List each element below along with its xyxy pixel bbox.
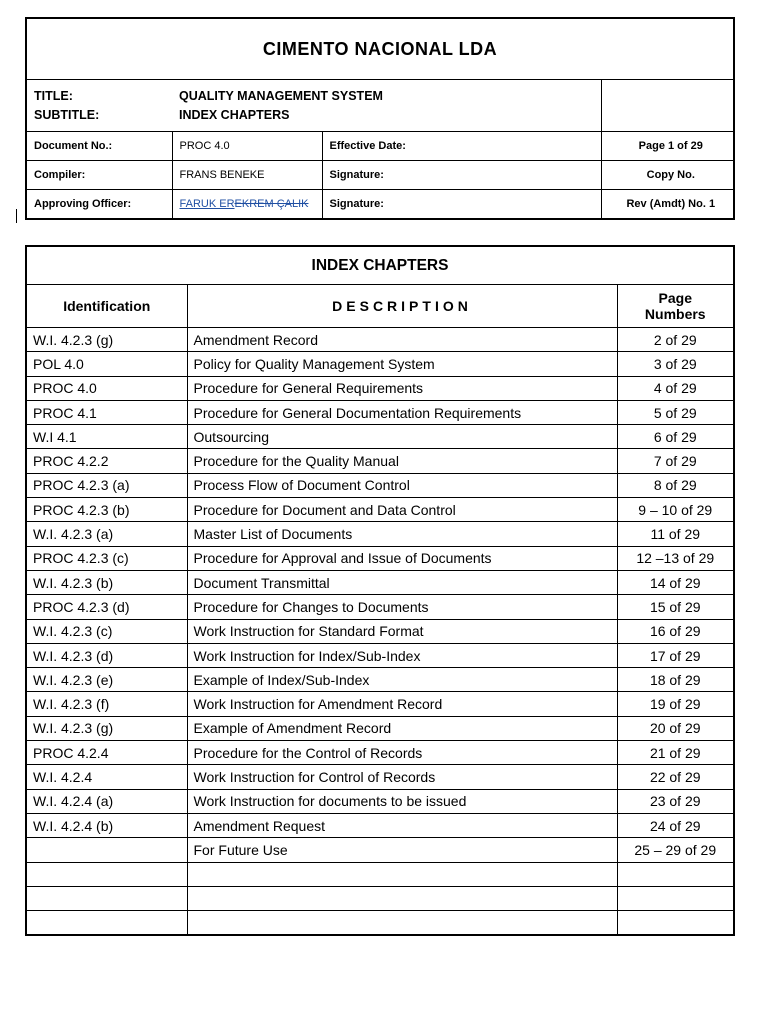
approving-officer-value[interactable]: [172, 190, 322, 220]
row-description: Procedure for the Quality Manual: [187, 449, 617, 473]
row-description: Amendment Request: [187, 813, 617, 837]
row-description: Example of Amendment Record: [187, 716, 617, 740]
copy-no: Copy No.: [601, 161, 734, 190]
row-identification: W.I. 4.2.3 (a): [26, 522, 187, 546]
column-header-page-line2: Numbers: [644, 306, 706, 322]
row-description: Example of Index/Sub-Index: [187, 668, 617, 692]
row-page-numbers: [617, 911, 734, 936]
row-identification: W.I. 4.2.3 (g): [26, 328, 187, 352]
row-identification: POL 4.0: [26, 352, 187, 376]
row-page-numbers: 16 of 29: [617, 619, 734, 643]
row-identification: [26, 886, 187, 910]
compiler-label: Compiler:: [26, 161, 172, 190]
revision-no: Rev (Amdt) No. 1: [601, 190, 734, 220]
row-identification: PROC 4.1: [26, 400, 187, 424]
table-row: [26, 595, 734, 619]
table-row: [26, 352, 734, 376]
row-page-numbers: [617, 886, 734, 910]
row-page-numbers: 4 of 29: [617, 376, 734, 400]
row-page-numbers: 7 of 29: [617, 449, 734, 473]
row-identification: PROC 4.0: [26, 376, 187, 400]
row-page-numbers: [617, 862, 734, 886]
row-identification: W.I. 4.2.3 (d): [26, 643, 187, 667]
table-row: [26, 716, 734, 740]
row-description: Procedure for General Documentation Requirements: [187, 400, 617, 424]
table-row: [26, 473, 734, 497]
row-page-numbers: 14 of 29: [617, 570, 734, 594]
row-description: Procedure for the Control of Records: [187, 741, 617, 765]
row-description: Work Instruction for Amendment Record: [187, 692, 617, 716]
table-row: [26, 886, 734, 910]
index-chapters-table: [25, 245, 735, 936]
row-page-numbers: 21 of 29: [617, 741, 734, 765]
row-page-numbers: 20 of 29: [617, 716, 734, 740]
row-identification: PROC 4.2.3 (b): [26, 498, 187, 522]
row-identification: PROC 4.2.3 (c): [26, 546, 187, 570]
title-blank-cell: [601, 80, 734, 132]
row-page-numbers: 18 of 29: [617, 668, 734, 692]
row-page-numbers: 5 of 29: [617, 400, 734, 424]
column-header-description: DESCRIPTION: [187, 285, 617, 328]
row-description: Work Instruction for Index/Sub-Index: [187, 643, 617, 667]
document-no-label: Document No.:: [26, 132, 172, 161]
table-row: [26, 643, 734, 667]
row-description: Procedure for Changes to Documents: [187, 595, 617, 619]
table-row: [26, 425, 734, 449]
row-identification: PROC 4.2.3 (d): [26, 595, 187, 619]
row-description: [187, 886, 617, 910]
row-identification: W.I. 4.2.4 (a): [26, 789, 187, 813]
table-row: [26, 400, 734, 424]
row-description: Policy for Quality Management System: [187, 352, 617, 376]
page-info: Page 1 of 29: [601, 132, 734, 161]
table-row: [26, 813, 734, 837]
table-row: [26, 328, 734, 352]
row-page-numbers: 8 of 29: [617, 473, 734, 497]
table-row: [26, 619, 734, 643]
table-row: [26, 498, 734, 522]
row-page-numbers: 19 of 29: [617, 692, 734, 716]
table-row: [26, 765, 734, 789]
row-page-numbers: 6 of 29: [617, 425, 734, 449]
title-value: QUALITY MANAGEMENT SYSTEM: [172, 80, 601, 106]
row-page-numbers: 15 of 29: [617, 595, 734, 619]
signature-label: Signature:: [322, 190, 601, 220]
row-page-numbers: 9 – 10 of 29: [617, 498, 734, 522]
effective-date-label: Effective Date:: [322, 132, 601, 161]
table-row: [26, 789, 734, 813]
table-row: [26, 546, 734, 570]
row-description: Process Flow of Document Control: [187, 473, 617, 497]
table-row: [26, 449, 734, 473]
table-row: [26, 376, 734, 400]
row-identification: PROC 4.2.2: [26, 449, 187, 473]
row-identification: [26, 838, 187, 862]
row-identification: W.I. 4.2.4: [26, 765, 187, 789]
row-page-numbers: 11 of 29: [617, 522, 734, 546]
row-description: Document Transmittal: [187, 570, 617, 594]
document-no-value: PROC 4.0: [172, 132, 322, 161]
row-description: Work Instruction for documents to be issued: [187, 789, 617, 813]
approving-name-struck: EKREM ÇALIK: [234, 198, 309, 210]
row-description: For Future Use: [187, 838, 617, 862]
row-page-numbers: 22 of 29: [617, 765, 734, 789]
signature-label: Signature:: [322, 161, 601, 190]
row-identification: W.I. 4.2.4 (b): [26, 813, 187, 837]
table-row: [26, 862, 734, 886]
approving-name-link[interactable]: FARUK ER: [179, 198, 235, 210]
column-header-page-line1: Page: [658, 290, 692, 306]
row-identification: [26, 862, 187, 886]
row-description: Work Instruction for Control of Records: [187, 765, 617, 789]
column-header-page-numbers: [617, 285, 734, 328]
row-page-numbers: 23 of 29: [617, 789, 734, 813]
row-description: Procedure for Approval and Issue of Documents: [187, 546, 617, 570]
row-identification: [26, 911, 187, 936]
row-description: Procedure for Document and Data Control: [187, 498, 617, 522]
index-title: INDEX CHAPTERS: [26, 246, 734, 285]
row-page-numbers: 25 – 29 of 29: [617, 838, 734, 862]
table-row: [26, 741, 734, 765]
company-name: CIMENTO NACIONAL LDA: [26, 18, 734, 80]
row-identification: W.I. 4.2.3 (f): [26, 692, 187, 716]
document-header-table: [25, 17, 735, 220]
approving-officer-label: Approving Officer:: [26, 190, 172, 220]
table-row: [26, 838, 734, 862]
row-identification: W.I. 4.2.3 (b): [26, 570, 187, 594]
subtitle-label: SUBTITLE:: [26, 106, 172, 132]
column-header-identification: Identification: [26, 285, 187, 328]
compiler-value: FRANS BENEKE: [172, 161, 322, 190]
row-identification: W.I. 4.2.3 (c): [26, 619, 187, 643]
title-label: TITLE:: [26, 80, 172, 106]
row-page-numbers: 3 of 29: [617, 352, 734, 376]
row-description: [187, 911, 617, 936]
row-description: Outsourcing: [187, 425, 617, 449]
row-description: Work Instruction for Standard Format: [187, 619, 617, 643]
row-identification: W.I. 4.2.3 (e): [26, 668, 187, 692]
text-cursor: [16, 209, 17, 223]
row-description: Master List of Documents: [187, 522, 617, 546]
table-row: [26, 668, 734, 692]
subtitle-value: INDEX CHAPTERS: [172, 106, 601, 132]
table-row: [26, 692, 734, 716]
row-page-numbers: 2 of 29: [617, 328, 734, 352]
row-identification: W.I. 4.2.3 (g): [26, 716, 187, 740]
table-row: [26, 570, 734, 594]
row-description: Procedure for General Requirements: [187, 376, 617, 400]
row-page-numbers: 24 of 29: [617, 813, 734, 837]
row-description: [187, 862, 617, 886]
row-identification: PROC 4.2.3 (a): [26, 473, 187, 497]
row-page-numbers: 17 of 29: [617, 643, 734, 667]
row-page-numbers: 12 –13 of 29: [617, 546, 734, 570]
row-identification: W.I 4.1: [26, 425, 187, 449]
table-row: [26, 911, 734, 936]
table-row: [26, 522, 734, 546]
row-description: Amendment Record: [187, 328, 617, 352]
row-identification: PROC 4.2.4: [26, 741, 187, 765]
